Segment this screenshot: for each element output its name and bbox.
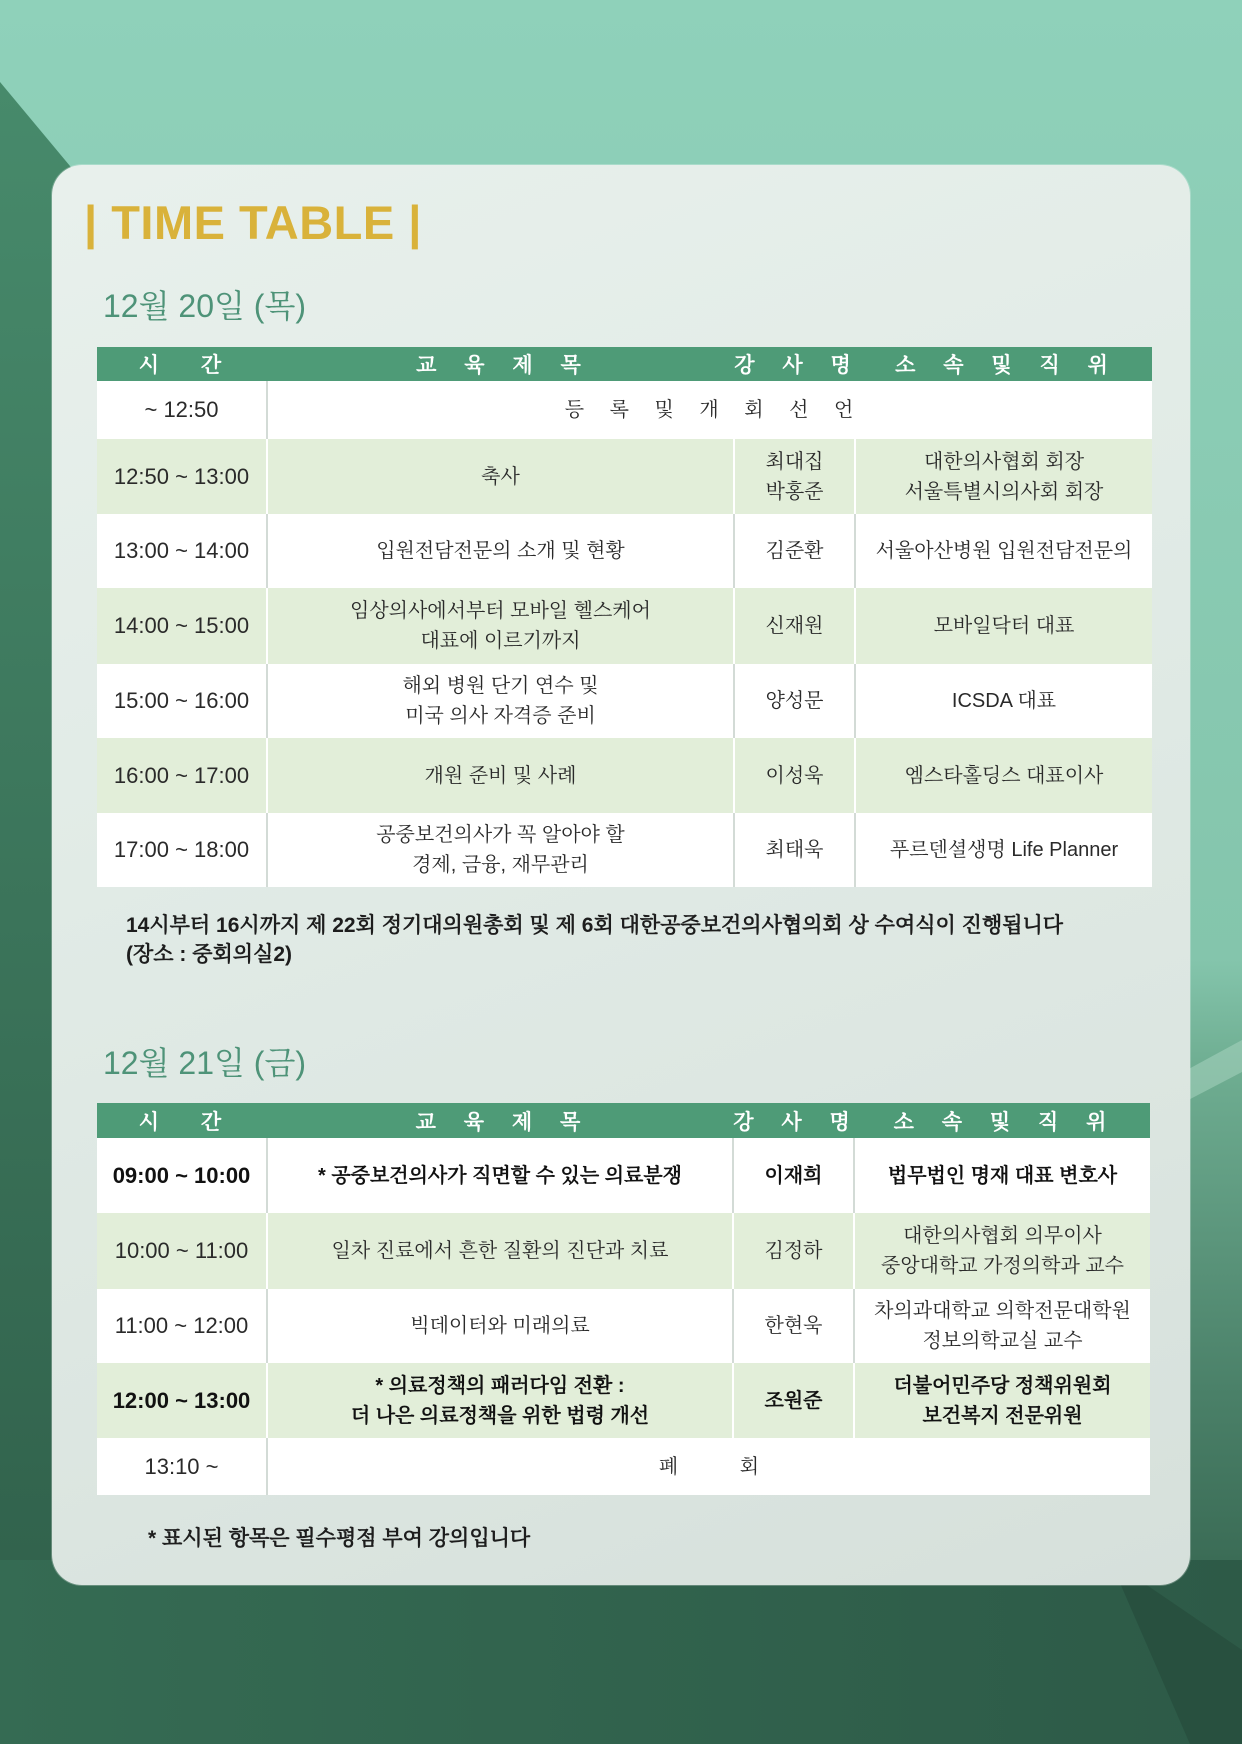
- day1-note-location: (장소 : 중회의실2): [126, 943, 293, 966]
- time-cell: 12:50 ~ 13:00: [97, 439, 267, 514]
- speaker-cell: 한현욱: [733, 1289, 854, 1363]
- speaker-cell: 최대집 박홍준: [734, 439, 855, 514]
- session-title-cell: 축사: [267, 439, 734, 514]
- table-row: [97, 439, 1152, 514]
- time-cell: 10:00 ~ 11:00: [97, 1213, 267, 1289]
- event-cell: 폐 회: [267, 1438, 1150, 1495]
- time-cell: 14:00 ~ 15:00: [97, 588, 267, 664]
- affiliation-cell: ICSDA 대표: [855, 664, 1152, 738]
- header-title: 교 육 제 목: [267, 1103, 733, 1138]
- schedule-table-day1: [97, 347, 1152, 887]
- header-time: 시 간: [97, 347, 267, 381]
- table-header-row: [97, 1103, 1150, 1138]
- affiliation-cell: 법무법인 명재 대표 변호사: [854, 1138, 1150, 1213]
- speaker-cell: 김준환: [734, 514, 855, 588]
- table-row: [97, 1289, 1150, 1363]
- schedule-table-day2: [97, 1103, 1150, 1495]
- affiliation-cell: 엠스타홀딩스 대표이사: [855, 738, 1152, 813]
- affiliation-cell: 대한의사협회 회장 서울특별시의사회 회장: [855, 439, 1152, 514]
- speaker-cell: 이성욱: [734, 738, 855, 813]
- session-title-cell: * 공중보건의사가 직면할 수 있는 의료분쟁: [267, 1138, 733, 1213]
- day1-note: 14시부터 16시까지 제 22회 정기대의원총회 및 제 6회 대한공중보건의사협의회 상 수여식이 진행됩니다: [126, 914, 1064, 937]
- speaker-cell: 김정하: [733, 1213, 854, 1289]
- table-row: [97, 514, 1152, 588]
- day1-date-heading: 12월 20일 (목): [103, 288, 307, 324]
- header-speaker: 강 사 명: [733, 1103, 854, 1138]
- table-row: [97, 381, 1152, 439]
- time-cell: 12:00 ~ 13:00: [97, 1363, 267, 1438]
- header-affiliation: 소 속 및 직 위: [855, 347, 1152, 381]
- session-title-cell: 해외 병원 단기 연수 및 미국 의사 자격증 준비: [267, 664, 734, 738]
- time-cell: 11:00 ~ 12:00: [97, 1289, 267, 1363]
- affiliation-cell: 모바일닥터 대표: [855, 588, 1152, 664]
- time-cell: 13:10 ~: [97, 1438, 267, 1495]
- table-row: [97, 1363, 1150, 1438]
- table-row: [97, 588, 1152, 664]
- footnote: * 표시된 항목은 필수평점 부여 강의입니다: [148, 1527, 531, 1550]
- speaker-cell: 양성문: [734, 664, 855, 738]
- table-row: [97, 738, 1152, 813]
- event-cell: 등 록 및 개 회 선 언: [267, 381, 1152, 439]
- time-cell: 16:00 ~ 17:00: [97, 738, 267, 813]
- affiliation-cell: 대한의사협회 의무이사 중앙대학교 가정의학과 교수: [854, 1213, 1150, 1289]
- table-row: [97, 1138, 1150, 1213]
- affiliation-cell: 푸르덴셜생명 Life Planner: [855, 813, 1152, 887]
- speaker-cell: 최태욱: [734, 813, 855, 887]
- day2-date-heading: 12월 21일 (금): [103, 1045, 307, 1081]
- speaker-cell: 신재원: [734, 588, 855, 664]
- affiliation-cell: 차의과대학교 의학전문대학원 정보의학교실 교수: [854, 1289, 1150, 1363]
- time-cell: 09:00 ~ 10:00: [97, 1138, 267, 1213]
- header-time: 시 간: [97, 1103, 267, 1138]
- page-title: | TIME TABLE |: [84, 196, 422, 249]
- session-title-cell: 입원전담전문의 소개 및 현황: [267, 514, 734, 588]
- table-row: [97, 664, 1152, 738]
- header-affiliation: 소 속 및 직 위: [854, 1103, 1150, 1138]
- table-row: [97, 1213, 1150, 1289]
- session-title-cell: 빅데이터와 미래의료: [267, 1289, 733, 1363]
- time-cell: 17:00 ~ 18:00: [97, 813, 267, 887]
- speaker-cell: 이재희: [733, 1138, 854, 1213]
- session-title-cell: 공중보건의사가 꼭 알아야 할 경제, 금융, 재무관리: [267, 813, 734, 887]
- header-title: 교 육 제 목: [267, 347, 734, 381]
- speaker-cell: 조원준: [733, 1363, 854, 1438]
- table-row: [97, 813, 1152, 887]
- affiliation-cell: 더불어민주당 정책위원회 보건복지 전문위원: [854, 1363, 1150, 1438]
- session-title-cell: 임상의사에서부터 모바일 헬스케어 대표에 이르기까지: [267, 588, 734, 664]
- affiliation-cell: 서울아산병원 입원전담전문의: [855, 514, 1152, 588]
- time-cell: 13:00 ~ 14:00: [97, 514, 267, 588]
- session-title-cell: * 의료정책의 패러다임 전환 : 더 나은 의료정책을 위한 법령 개선: [267, 1363, 733, 1438]
- session-title-cell: 일차 진료에서 흔한 질환의 진단과 치료: [267, 1213, 733, 1289]
- time-cell: ~ 12:50: [97, 381, 267, 439]
- time-cell: 15:00 ~ 16:00: [97, 664, 267, 738]
- table-header-row: [97, 347, 1152, 381]
- header-speaker: 강 사 명: [734, 347, 855, 381]
- table-row: [97, 1438, 1150, 1495]
- session-title-cell: 개원 준비 및 사례: [267, 738, 734, 813]
